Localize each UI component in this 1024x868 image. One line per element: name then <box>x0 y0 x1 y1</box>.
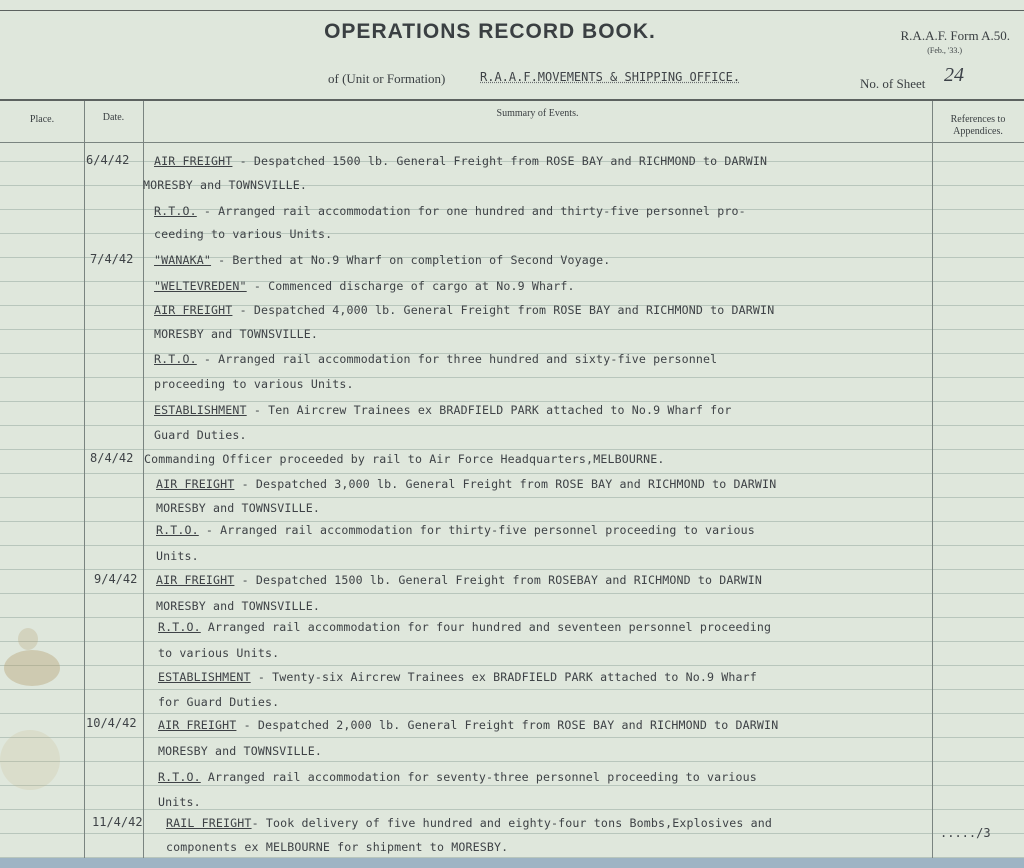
sheet-number-value: 24 <box>944 64 964 86</box>
date-column-divider <box>143 101 144 858</box>
event-text: Units. <box>156 549 199 563</box>
place-column-divider <box>84 101 85 858</box>
sheet-number-label: No. of Sheet <box>860 76 926 91</box>
event-line <box>166 816 772 830</box>
event-line <box>154 227 332 241</box>
form-date: (Feb., '33.) <box>927 46 962 55</box>
event-text: - Despatched 1500 lb. General Freight from ROSEBAY and RICHMOND to DARWIN <box>234 573 763 587</box>
header-rule <box>0 99 1024 101</box>
event-line <box>156 573 762 587</box>
event-line <box>156 501 320 515</box>
event-line <box>154 279 575 293</box>
event-text: Commanding Officer proceeded by rail to Air Force Headquarters,MELBOURNE. <box>144 452 665 466</box>
event-text: - Arranged rail accommodation for thirty-five personnel proceeding to various <box>198 523 755 537</box>
event-text: components ex MELBOURNE for shipment to MORESBY. <box>166 840 509 854</box>
event-line <box>154 403 732 417</box>
event-line <box>158 670 757 684</box>
event-line <box>166 840 508 854</box>
event-text: - Despatched 2,000 lb. General Freight from ROSE BAY and RICHMOND to DARWIN <box>236 718 779 732</box>
event-text: - Despatched 3,000 lb. General Freight from ROSE BAY and RICHMOND to DARWIN <box>234 477 777 491</box>
event-text: - Arranged rail accommodation for one hundred and thirty-five personnel pro- <box>196 204 746 218</box>
event-line <box>154 327 318 341</box>
unit-label: of (Unit or Formation) <box>328 71 446 86</box>
entry-date: 8/4/42 <box>90 451 134 465</box>
event-line <box>158 718 778 732</box>
event-heading: ESTABLISHMENT <box>154 403 247 417</box>
event-text: MORESBY and TOWNSVILLE. <box>143 178 307 192</box>
event-heading: R.T.O. <box>154 352 197 366</box>
event-line <box>156 549 199 563</box>
event-line <box>158 695 279 709</box>
page-title: OPERATIONS RECORD BOOK. <box>324 20 656 43</box>
paper-stain <box>0 730 60 790</box>
entry-date: 9/4/42 <box>94 572 138 586</box>
column-header-place: Place. <box>29 114 55 125</box>
event-text: MORESBY and TOWNSVILLE. <box>156 599 320 613</box>
event-heading: AIR FREIGHT <box>158 718 237 732</box>
event-heading: RAIL FREIGHT <box>166 816 252 830</box>
event-text: - Twenty-six Aircrew Trainees ex BRADFIELD PARK attached to No.9 Wharf <box>250 670 757 684</box>
event-heading: "WELTEVREDEN" <box>154 279 247 293</box>
event-text: MORESBY and TOWNSVILLE. <box>154 327 318 341</box>
event-heading: R.T.O. <box>156 523 199 537</box>
event-heading: R.T.O. <box>154 204 197 218</box>
event-line <box>154 428 247 442</box>
scan-edge <box>0 858 1024 868</box>
event-line <box>156 477 776 491</box>
event-heading: AIR FREIGHT <box>154 303 233 317</box>
entry-date: 7/4/42 <box>90 252 134 266</box>
event-text: - Ten Aircrew Trainees ex BRADFIELD PARK attached to No.9 Wharf for <box>246 403 732 417</box>
event-heading: ESTABLISHMENT <box>158 670 251 684</box>
entry-date: 6/4/42 <box>86 153 130 167</box>
event-text: - Despatched 1500 lb. General Freight from ROSE BAY and RICHMOND to DARWIN <box>232 154 768 168</box>
event-heading: AIR FREIGHT <box>154 154 233 168</box>
event-line <box>154 204 746 218</box>
paper-stain <box>4 650 60 686</box>
event-text: ceeding to various Units. <box>154 227 333 241</box>
event-heading: "WANAKA" <box>154 253 212 267</box>
event-line <box>156 599 320 613</box>
event-text: to various Units. <box>158 646 280 660</box>
entry-date: 11/4/42 <box>92 815 143 829</box>
event-text: Units. <box>158 795 201 809</box>
event-line <box>143 178 307 192</box>
event-line <box>158 744 322 758</box>
event-text: Guard Duties. <box>154 428 247 442</box>
top-rule <box>0 10 1024 11</box>
event-text: for Guard Duties. <box>158 695 280 709</box>
event-line <box>156 523 755 537</box>
event-line <box>154 154 767 168</box>
event-heading: AIR FREIGHT <box>156 573 235 587</box>
column-header-summary: Summary of Events. <box>496 108 579 119</box>
event-text: MORESBY and TOWNSVILLE. <box>158 744 322 758</box>
form-identifier: R.A.A.F. Form A.50. <box>900 28 1010 43</box>
event-text: - Commenced discharge of cargo at No.9 Wharf. <box>246 279 575 293</box>
paper-stain <box>18 628 38 650</box>
event-heading: AIR FREIGHT <box>156 477 235 491</box>
unit-value: R.A.A.F.MOVEMENTS & SHIPPING OFFICE. <box>480 70 741 84</box>
event-line <box>158 646 279 660</box>
event-text: - Took delivery of five hundred and eighty-four tons Bombs,Explosives and <box>251 816 773 830</box>
entry-date: 10/4/42 <box>86 716 137 730</box>
event-text: Arranged rail accommodation for four hundred and seventeen personnel proceeding <box>200 620 772 634</box>
event-line <box>144 452 665 466</box>
event-line <box>154 352 717 366</box>
event-heading: R.T.O. <box>158 770 201 784</box>
event-line <box>158 770 757 784</box>
column-head-rule <box>0 142 1024 143</box>
event-text: - Arranged rail accommodation for three hundred and sixty-five personnel <box>196 352 718 366</box>
event-text: Arranged rail accommodation for seventy-three personnel proceeding to various <box>200 770 757 784</box>
event-text: - Despatched 4,000 lb. General Freight from ROSE BAY and RICHMOND to DARWIN <box>232 303 775 317</box>
event-text: proceeding to various Units. <box>154 377 354 391</box>
event-line <box>158 620 771 634</box>
appendix-reference: ...../3 <box>940 826 991 840</box>
column-header-date: Date. <box>102 112 125 123</box>
event-heading: R.T.O. <box>158 620 201 634</box>
column-header-references: References to Appendices. <box>950 114 1006 137</box>
event-line <box>154 253 610 267</box>
event-line <box>154 303 774 317</box>
event-line <box>158 795 201 809</box>
reference-column-divider <box>932 101 933 858</box>
event-text: MORESBY and TOWNSVILLE. <box>156 501 320 515</box>
event-text: - Berthed at No.9 Wharf on completion of Second Voyage. <box>211 253 611 267</box>
event-line <box>154 377 354 391</box>
